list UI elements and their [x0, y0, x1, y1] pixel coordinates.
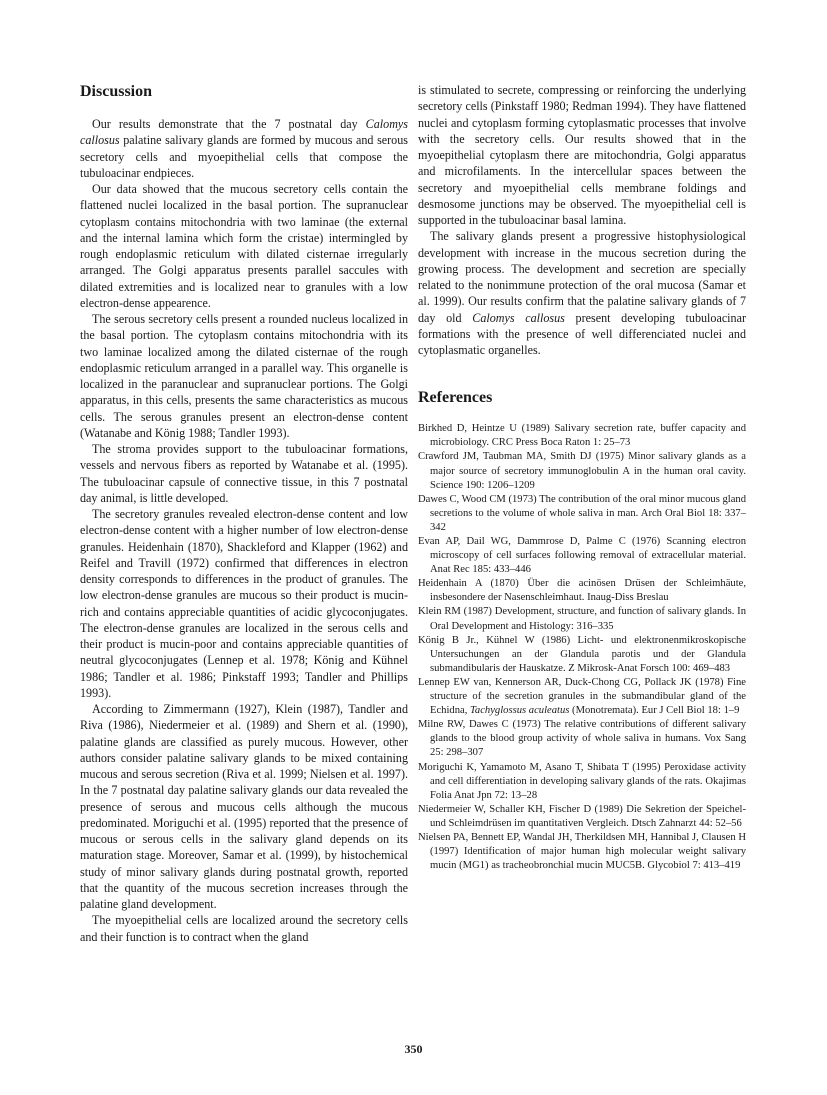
reference-item: Crawford JM, Taubman MA, Smith DJ (1975) Minor salivary glands as a major source of secretory immunoglobulin A in the human oral cavity. Science 190: 1206–1209 [418, 451, 746, 491]
discussion-paragraph: Our data showed that the mucous secretory cells contain the flattened nuclei localized in the basal portion. The supranuclear cytoplasm contains mitochondria with two laminae (the external and the internal lamina which form the cristae) intermingled by rough endoplasmic reticulum with dilated cisternae irregularly arranged. The Golgi apparatus presents parallel saccules with dilated extremities and is localized near to granules with a low electron-dense appearence. [80, 182, 408, 310]
discussion-heading: Discussion [80, 83, 153, 100]
reference-item: Dawes C, Wood CM (1973) The contribution of the oral minor mucous gland secretions to the volume of whole saliva in man. Arch Oral Biol 18: 337–342 [418, 493, 746, 533]
discussion-paragraph: Our results demonstrate that the 7 postnatal day Calomys callosus palatine salivary glands are formed by mucous and serous secretory cells and myoepithelial cells that compose the tubuloacinar endpieces. [80, 117, 408, 180]
reference-item: Moriguchi K, Yamamoto M, Asano T, Shibata T (1995) Peroxidase activity and cell differentiation in developing salivary glands of the rats. Okajimas Folia Anat Jpn 72: 13–28 [418, 761, 746, 801]
discussion-paragraph: The myoepithelial cells are localized around the secretory cells and their function is to contract when the gland [80, 913, 408, 944]
discussion-paragraph: The stroma provides support to the tubuloacinar formations, vessels and nervous fibers as reported by Watanabe et al. (1995). The tubuloacinar capsule of connective tissue, in this 7 postnatal day animal, is little developed. [80, 442, 408, 505]
left-column [80, 82, 408, 945]
reference-item: Nielsen PA, Bennett EP, Wandal JH, Therkildsen MH, Hannibal J, Clausen H (1997) Identification of major human high molecular weight salivary mucin (MG1) as tracheobronchial mucin MUC5B. Glycobiol 7: 413–419 [418, 831, 746, 872]
discussion-paragraph: According to Zimmermann (1927), Klein (1987), Tandler and Riva (1986), Niedermeier et al. (1989) and Shern et al. (1990), palatine glands are classified as purely mucous. However, other authors consider palatine salivary glands to be mixed containing mucous and serous secretion (Riva et al. 1999; Nielsen et al. 1997). In the 7 postnatal day palatine salivary glands our data revealed the presence of serous and mucous cells although the mucous predominated. Moriguchi et al. (1995) reported that the presence of mucous or serous cells in the salivary gland depends on its maturation stage. Moreover, Samar et al. (1999), by histochemical study of minor salivary glands during postnatal growth, reported that the quantity of the mucous secretion increases through the palatine gland development. [80, 702, 408, 911]
reference-item: Milne RW, Dawes C (1973) The relative contributions of different salivary glands to the blood group activity of whole saliva in humans. Vox Sang 25: 298–307 [418, 719, 746, 759]
reference-item: Heidenhain A (1870) Über die acinösen Drüsen der Schleimhäute, insbesondere der Nasenschleimhaut. Inaug-Diss Breslau [418, 578, 746, 604]
reference-item: Birkhed D, Heintze U (1989) Salivary secretion rate, buffer capacity and microbiology. CRC Press Boca Raton 1: 25–73 [418, 423, 746, 449]
page-number: 350 [404, 1042, 423, 1056]
reference-item: Niedermeier W, Schaller KH, Fischer D (1989) Die Sekretion der Speichel- und Schleimdrüsen im quantitativen Vergleich. Dtsch Zahnarzt 44: 52–56 [418, 803, 746, 829]
references-list [418, 422, 746, 873]
reference-item: König B Jr., Kühnel W (1986) Licht- und elektronenmikroskopische Untersuchungen an der Glandula parotis und der Glandula submandibularis der Hauskatze. Z Mikrosk-Anat Forsch 100: 469–483 [418, 634, 746, 674]
right-column [418, 82, 746, 873]
discussion-paragraph: The salivary glands present a progressive histophysiological development with increase in the mucous secretion during the growing process. The development and secretion are specially related to the nonimmune protection of the oral mucosa (Samar et al. 1999). Our results confirm that the palatine salivary glands of 7 day old Calomys callosus present developing tubuloacinar formations with the presence of well differenciated nuclei and cytoplasmatic organelles. [418, 229, 746, 357]
discussion-paragraph: The secretory granules revealed electron-dense content and low electron-dense content with a higher number of low electron-dense granules. Heidenhain (1870), Shackleford and Klapper (1962) and Reifel and Travill (1972) confirmed that differences in electron density corresponds to differences in the product of granules. The low electron-dense granules are mucous so their product is mucin-rich and contains appreciable quantities of acidic glycoconjugates. The electron-dense granules are localized in the serous cells and their product is mucin-poor and contains appreciable quantities of neutral glycoconjugates (Lennep et al. 1978; König and Kühnel 1986; Tandler et al. 1986; Pinkstaff 1993; Tandler and Phillips 1993). [80, 507, 408, 700]
discussion-paragraph-continued: is stimulated to secrete, compressing or reinforcing the underlying secretory cells (Pinkstaff 1980; Redman 1994). They have flattened nuclei and cytoplasm forming cytoplasmatic processes that involve with the secretory cells. Our results showed that in the myoepithelial cytoplasm there are mitochondria, Golgi apparatus and microfilaments. In the intercellular spaces between the secretory and myoepithelial cells membrane foldings and desmosome junctions may be observed. The myoepithelial cell is supported in the tubuloacinar basal lamina. [418, 83, 746, 227]
references-heading: References [418, 389, 493, 407]
reference-item: Evan AP, Dail WG, Dammrose D, Palme C (1976) Scanning electron microscopy of cell surfaces following removal of extracellular material. Anat Rec 185: 433–446 [418, 536, 746, 576]
reference-item: Klein RM (1987) Development, structure, and function of salivary glands. In Oral Development and Histology: 316–335 [418, 606, 746, 632]
reference-item: Lennep EW van, Kennerson AR, Duck-Chong CG, Pollack JK (1978) Fine structure of the secretion granules in the submandibular gland of the Echidna, Tachyglossus aculeatus (Monotremata). Eur J Cell Biol 18: 1–9 [418, 676, 746, 717]
discussion-paragraph: The serous secretory cells present a rounded nucleus localized in the basal portion. The cytoplasm contains mitochondria with its two laminae localized among the dilated cisternae of the rough endoplasmic reticulum arranged in a parallel way. This organelle is localized in the paranuclear and supranuclear portions. The Golgi apparatus, in this cells, presents the same characteristics as mucous cells. The serous granules present an electron-dense content (Watanabe and König 1988; Tandler 1993). [80, 312, 408, 440]
